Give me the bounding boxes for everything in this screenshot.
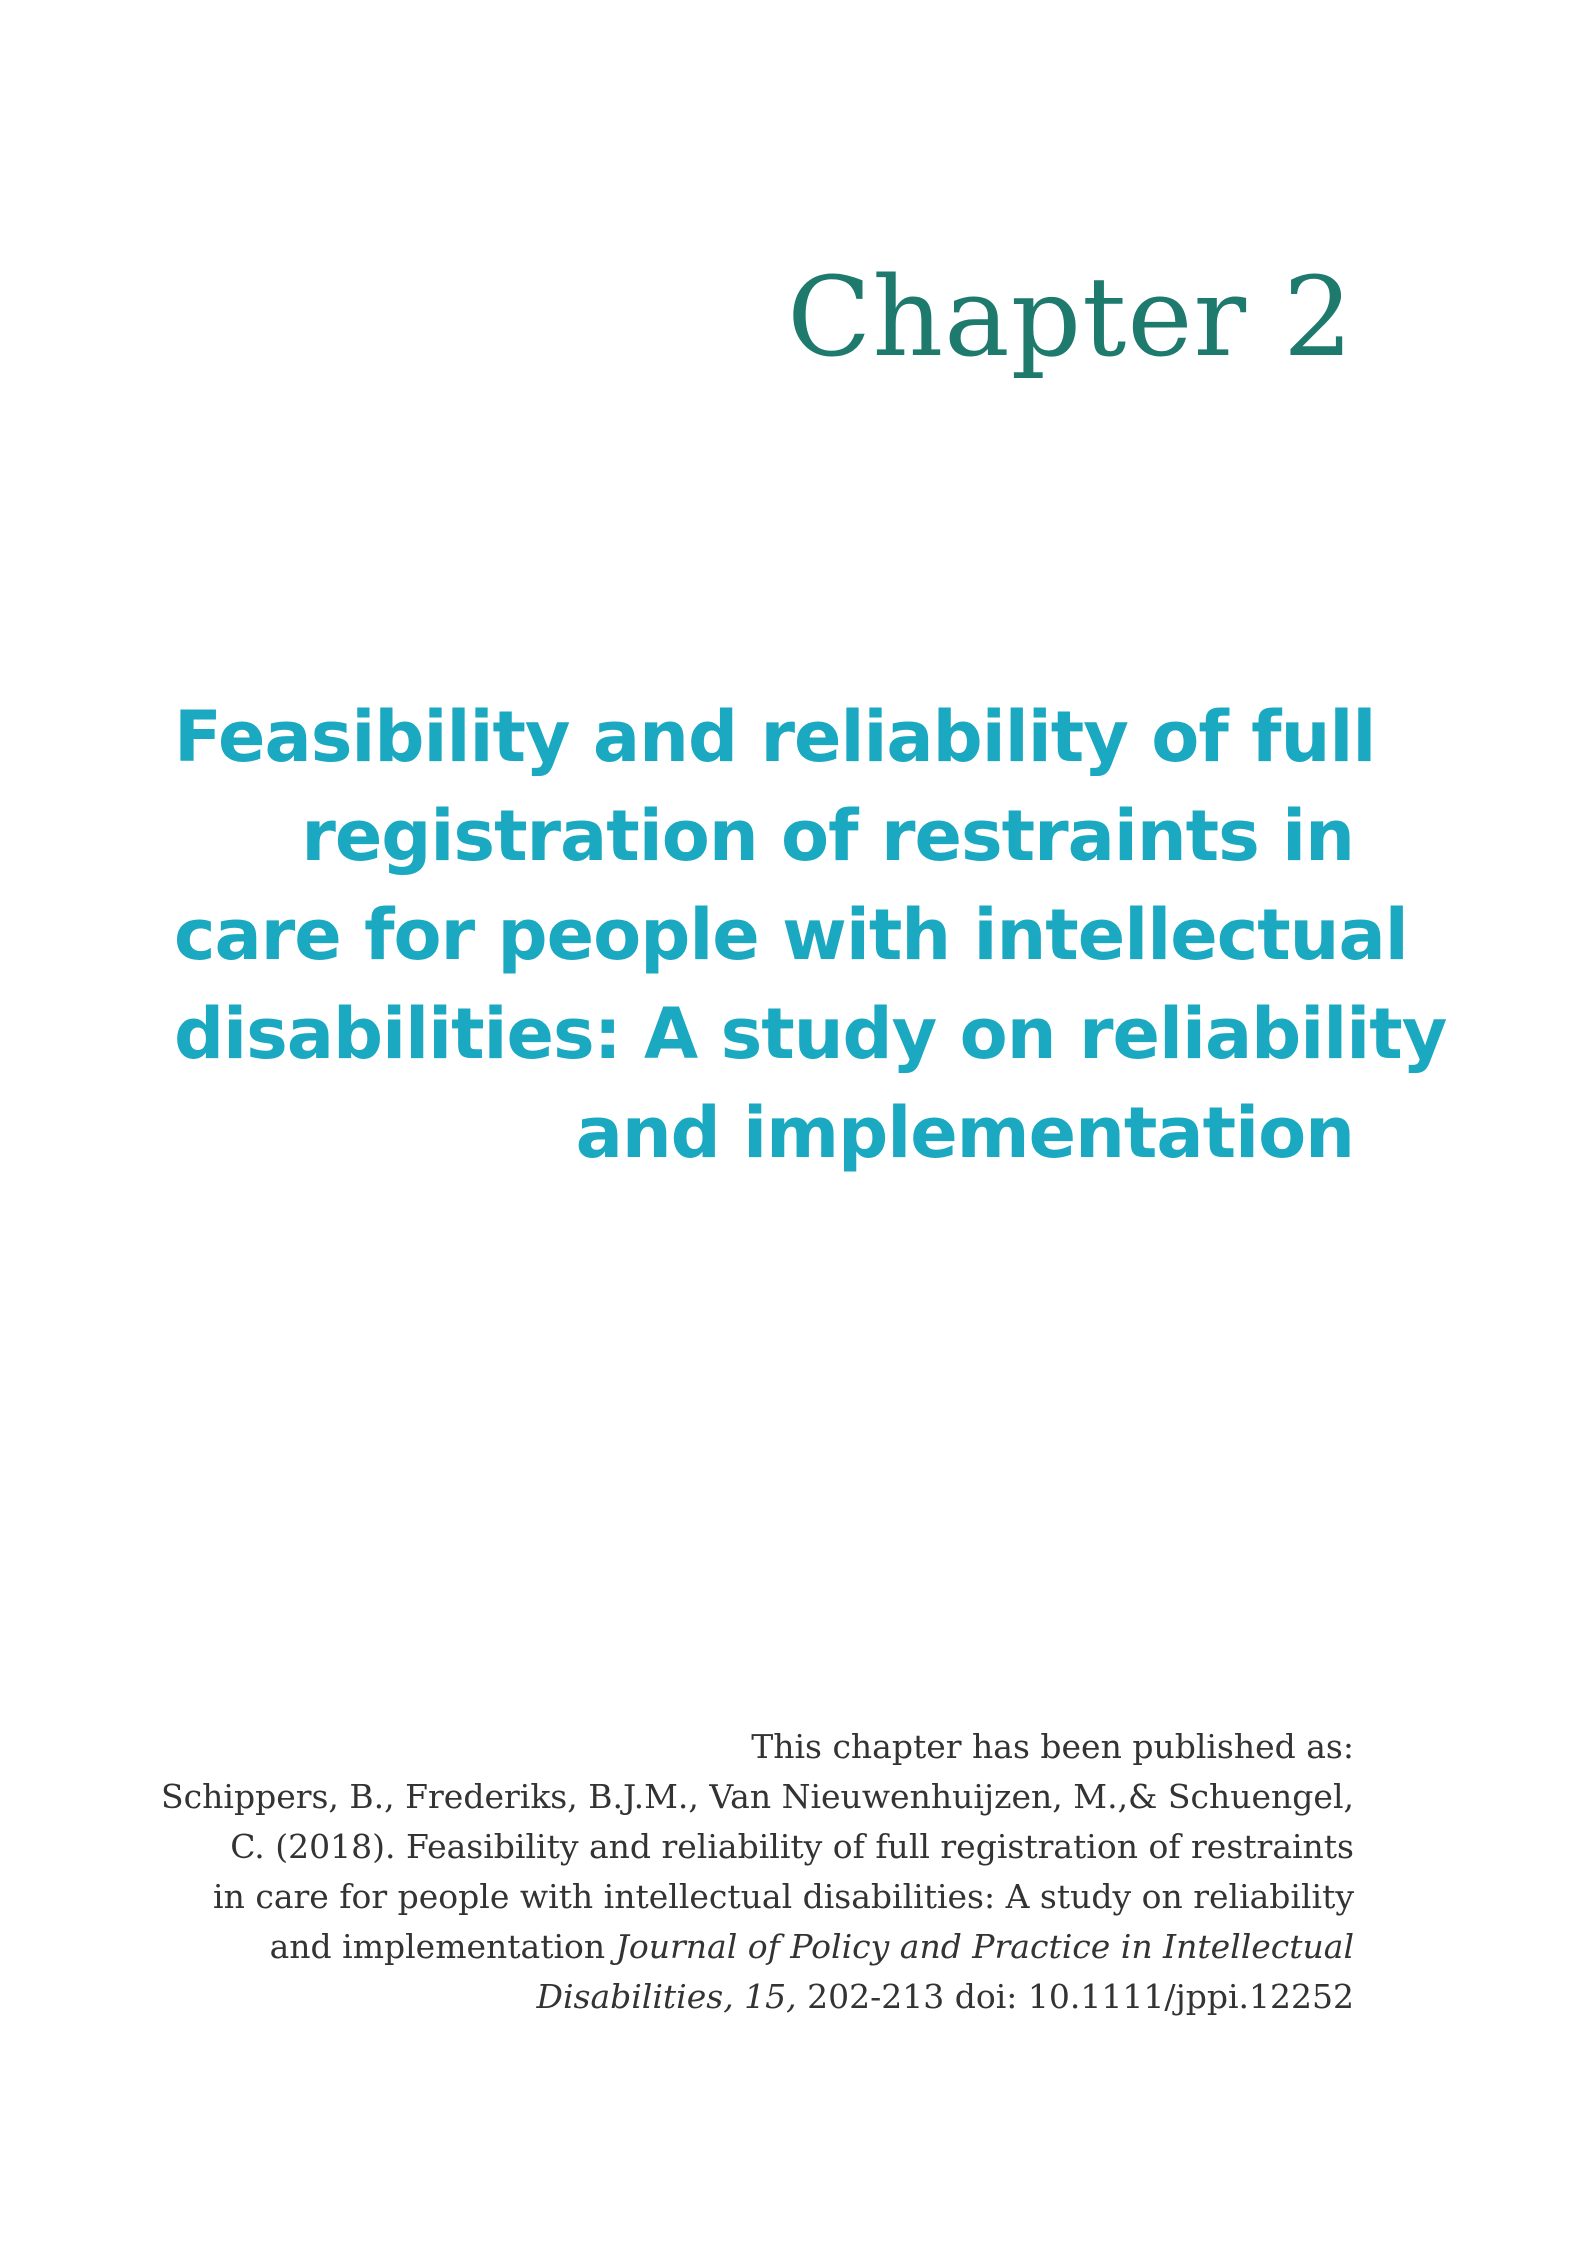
chapter-title-line: care for people with intellectual (174, 894, 1408, 976)
citation-line (154, 1922, 1354, 1972)
publication-note (154, 1722, 1354, 2022)
citation-line: C. (2018). Feasibility and reliability of full registration of restraints (230, 1827, 1354, 1866)
journal-volume: Disabilities, 15, (536, 1977, 797, 2016)
publication-intro: This chapter has been published as: (751, 1727, 1354, 1766)
chapter-title-line: and implementation (575, 1092, 1354, 1174)
citation-line: in care for people with intellectual disabilities: A study on reliability (213, 1877, 1354, 1916)
citation-line: Schippers, B., Frederiks, B.J.M., Van Nieuwenhuijzen, M.,& Schuengel, (161, 1777, 1354, 1816)
chapter-title-line: registration of restraints in (301, 795, 1354, 877)
journal-name: Journal of Policy and Practice in Intellectual (615, 1927, 1354, 1966)
citation-line (154, 1972, 1354, 2022)
citation-text: and implementation (269, 1927, 616, 1966)
chapter-title (174, 688, 1447, 1183)
chapter-number-heading: Chapter 2 (787, 253, 1354, 381)
chapter-title-line: Feasibility and reliability of full (174, 696, 1376, 778)
citation-doi: 202-213 doi: 10.1111/jppi.12252 (796, 1977, 1354, 2016)
chapter-title-line: disabilities: A study on reliability (174, 993, 1447, 1075)
